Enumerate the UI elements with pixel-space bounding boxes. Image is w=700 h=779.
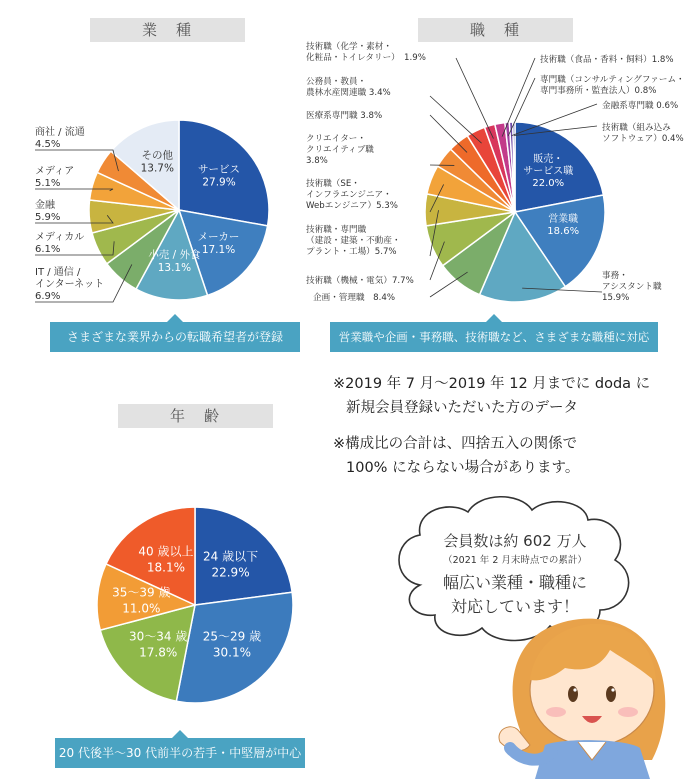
bubble-member-count: 会員数は約 602 万人 — [443, 532, 587, 550]
industry-label-8: その他 13.7% — [140, 149, 174, 175]
industry-label-5: 金融 5.9% — [35, 200, 61, 223]
age-label-1: 25～29 歳 30.1% — [202, 629, 262, 660]
industry-label-6: メディア 5.1% — [35, 166, 75, 189]
job-label-4: 技術職（機械・電気）7.7% — [306, 276, 414, 286]
industry-label-7: 商社 / 流通 4.5% — [35, 127, 85, 150]
job-label-2: 事務・アシスタント職 15.9% — [602, 271, 662, 303]
industry-label-4: メディカル 6.1% — [35, 232, 85, 255]
note-line-4: 100% にならない場合があります。 — [346, 460, 580, 476]
job-label-1: 営業職 18.6% — [547, 214, 580, 238]
job-title: 職 種 — [418, 18, 573, 42]
job-label-5: 技術職・専門職（建設・建築・不動産・プラント・工場）5.7% — [306, 225, 401, 257]
woman-character-illustration — [499, 619, 665, 779]
job-label-9: 公務員・教員・農林水産関連職 3.4% — [306, 77, 391, 98]
job-label-7: クリエイター・クリエイティブ職 3.8% — [306, 134, 374, 166]
age-label-2: 30～34 歳 17.8% — [129, 629, 188, 660]
job-leader-8 — [430, 115, 467, 152]
industry-label-3: IT / 通信 /インターネット 6.9% — [35, 267, 105, 302]
job-label-3: 企画・管理職 8.4% — [313, 293, 395, 303]
note-line-2: 新規会員登録いただいた方のデータ — [346, 400, 578, 416]
job-label-0: 販売・サービス職 22.0% — [523, 153, 574, 189]
job-leader-10 — [456, 58, 493, 139]
job-label-10: 技術職（化学・素材・化粧品・トイレタリー） 1.9% — [306, 42, 426, 63]
industry-label-2: 小売 / 外食 13.1% — [148, 248, 201, 274]
industry-label-0: サービス 27.9% — [198, 163, 241, 189]
industry-label-1: メーカー 17.1% — [197, 231, 240, 257]
job-label-6: 技術職（SE・インフラエンジニア・ Webエンジニア）5.3% — [306, 179, 398, 211]
age-title: 年 齢 — [118, 404, 273, 428]
industry-caption: さまざまな業界からの転職希望者が登録 — [50, 322, 300, 352]
age-label-4: 40 歳以上 18.1% — [138, 544, 194, 575]
note-line-1: ※2019 年 7 月～2019 年 12 月までに doda に — [333, 376, 651, 392]
industry-title: 業 種 — [90, 18, 245, 42]
job-label-11: 技術職（食品・香料・飼料）1.8% — [540, 55, 674, 65]
bubble-line-3: 幅広い業種・職種に — [442, 573, 587, 592]
job-label-14: 技術職（組み込みソフトウェア）0.4% — [602, 123, 684, 144]
job-caption: 営業職や企画・事務職、技術職など、さまざまな職種に対応 — [330, 322, 658, 352]
age-caption: 20 代後半～30 代前半の若手・中堅層が中心 — [55, 738, 305, 768]
job-leader-9 — [430, 96, 482, 143]
job-label-8: 医療系専門職 3.8% — [306, 111, 383, 121]
job-label-13: 金融系専門職 0.6% — [602, 101, 679, 111]
bubble-line-4: 対応しています！ — [450, 597, 579, 616]
note-line-3: ※構成比の合計は、四捨五入の関係で — [333, 436, 578, 452]
job-pie-chart — [425, 122, 605, 302]
job-label-12: 専門職（コンサルティングファーム・専門事務所・監査法人）0.8% — [540, 75, 685, 96]
age-label-0: 24 歳以下 22.9% — [202, 549, 259, 580]
age-label-3: 35～39 歳 11.0% — [112, 585, 171, 616]
bubble-date-note: （2021 年 2 月末時点での累計） — [443, 555, 587, 566]
